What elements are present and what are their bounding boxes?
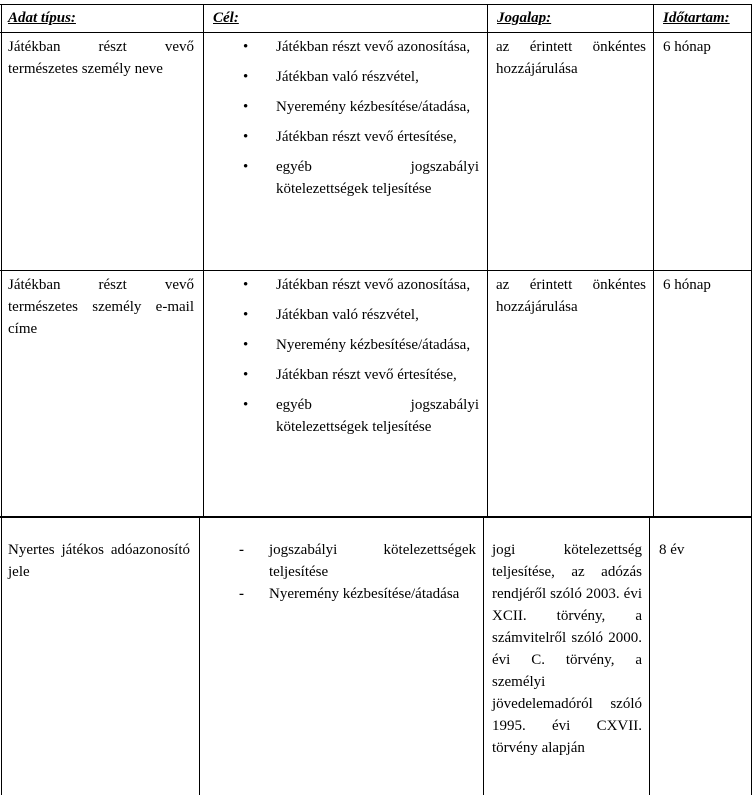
bullet-dot-icon: • — [243, 367, 249, 383]
col-divider-3-upper — [653, 4, 654, 517]
list-item — [243, 126, 479, 148]
bullet-dot-icon: • — [243, 69, 249, 85]
list-item — [243, 334, 479, 356]
list-item — [243, 364, 479, 386]
row-3-data-type: Nyertes játékos adóazonosító jele — [8, 542, 190, 580]
row-2-purposes — [243, 274, 479, 446]
row-1-data-type: Játékban részt vevő természetes személy neve — [8, 39, 194, 77]
bullet-dot-icon: • — [243, 129, 249, 145]
row-1-duration: 6 hónap — [663, 39, 711, 55]
purpose-text: Nyeremény kézbesítése/átadása — [269, 586, 460, 602]
list-item — [236, 539, 476, 583]
row-1-purpose-list — [243, 36, 479, 200]
row-divider-1 — [0, 270, 752, 271]
row-3-purposes — [236, 539, 476, 605]
row-1-legal-basis: az érintett önkéntes hozzájárulása — [496, 39, 646, 77]
bullet-dot-icon: • — [243, 277, 249, 293]
list-item — [243, 36, 479, 58]
list-item — [243, 156, 479, 200]
header-divider — [0, 32, 752, 33]
bullet-dot-icon: • — [243, 337, 249, 353]
list-item — [243, 394, 479, 438]
col-divider-1-lower — [199, 517, 200, 795]
col-divider-2-upper — [487, 4, 488, 517]
purpose-text: Nyeremény kézbesítése/átadása, — [276, 337, 471, 353]
bullet-dot-icon: • — [243, 307, 249, 323]
col-divider-3-lower — [649, 517, 650, 795]
row-2-legal-basis: az érintett önkéntes hozzájárulása — [496, 277, 646, 315]
bullet-dot-icon: • — [243, 397, 249, 413]
row-1-purposes — [243, 36, 479, 208]
header-data-type: Adat típus: — [8, 10, 76, 26]
list-item — [243, 304, 479, 326]
purpose-text: Játékban részt vevő értesítése, — [276, 367, 457, 383]
list-item — [243, 96, 479, 118]
purpose-text: Nyeremény kézbesítése/átadása, — [276, 99, 471, 115]
row-2-purpose-list — [243, 274, 479, 438]
list-item — [236, 583, 476, 605]
table-border-left — [1, 4, 2, 795]
header-duration: Időtartam: — [663, 10, 730, 26]
bullet-dash-icon: - — [239, 542, 244, 558]
bullet-dot-icon: • — [243, 99, 249, 115]
col-divider-1-upper — [203, 4, 204, 517]
list-item — [243, 274, 479, 296]
purpose-text: egyéb jogszabályi kötelezettségek teljesítése — [276, 159, 479, 197]
table-border-top — [0, 4, 752, 5]
purpose-text: Játékban részt vevő azonosítása, — [276, 277, 471, 293]
row-3-duration: 8 év — [659, 542, 685, 558]
header-purpose: Cél: — [213, 10, 239, 26]
header-legal-basis: Jogalap: — [497, 10, 552, 26]
row-2-duration: 6 hónap — [663, 277, 711, 293]
row-divider-2 — [0, 516, 752, 518]
col-divider-2-lower — [483, 517, 484, 795]
list-item — [243, 66, 479, 88]
row-2-data-type: Játékban részt vevő természetes személy e-mail címe — [8, 277, 194, 337]
purpose-text: egyéb jogszabályi kötelezettségek teljesítése — [276, 397, 479, 435]
purpose-text: jogszabályi kötelezettségek teljesítése — [269, 542, 476, 580]
purpose-text: Játékban részt vevő értesítése, — [276, 129, 457, 145]
bullet-dot-icon: • — [243, 159, 249, 175]
bullet-dot-icon: • — [243, 39, 249, 55]
purpose-text: Játékban részt vevő azonosítása, — [276, 39, 471, 55]
table-border-right — [751, 4, 752, 795]
row-3-purpose-list — [236, 539, 476, 605]
purpose-text: Játékban való részvétel, — [276, 307, 419, 323]
row-3-legal-basis: jogi kötelezettség teljesítése, az adózás rendjéről szóló 2003. évi XCII. törvény, a számvitelről szóló 2000. évi C. törvény, a személyi jövedelemadóról szóló 1995. évi CXVII. törvény alapján — [492, 542, 642, 756]
bullet-dash-icon: - — [239, 586, 244, 602]
purpose-text: Játékban való részvétel, — [276, 69, 419, 85]
